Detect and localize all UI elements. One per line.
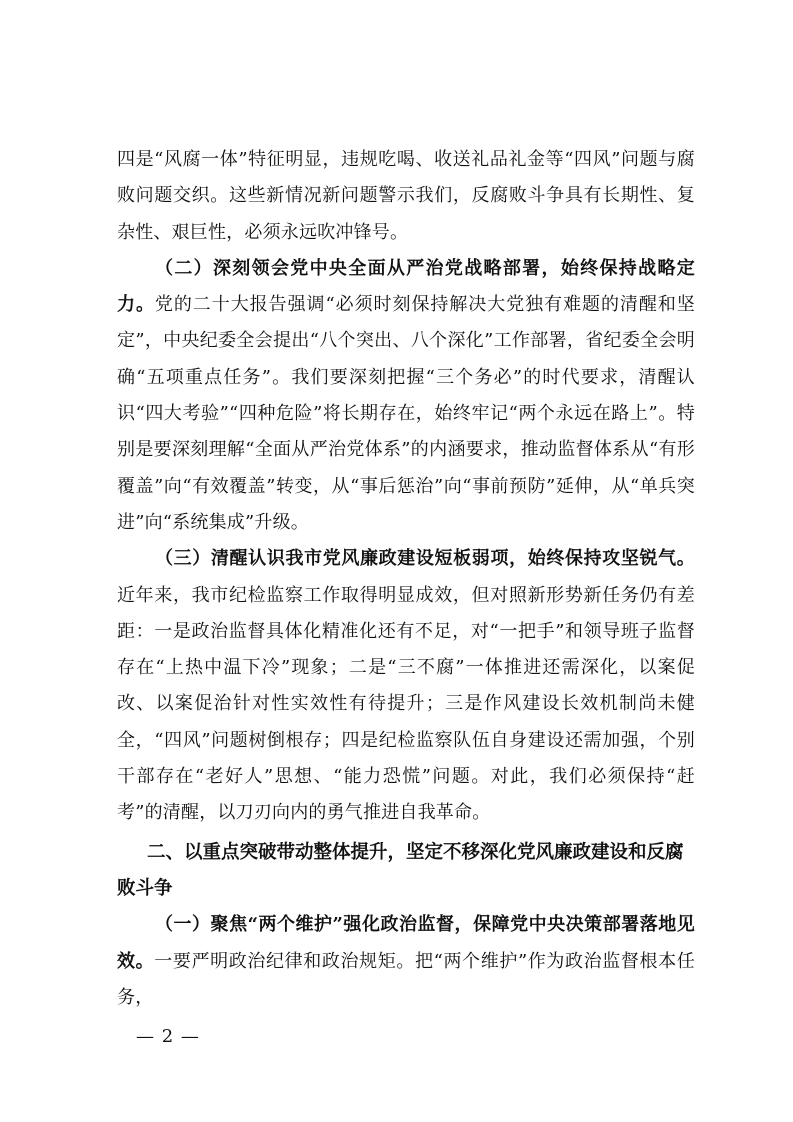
paragraph-continued — [117, 142, 695, 251]
paragraph-3 — [117, 541, 695, 831]
paragraph-4 — [117, 907, 695, 1016]
subheading-4: （一）聚焦“两个维护”强化政治监督，保障党中央决策部署落地见效。 — [117, 914, 695, 972]
page-body — [117, 142, 695, 1016]
paragraph-2 — [117, 251, 695, 541]
subheading-2: （二）深刻领会党中央全面从严治党战略部署，始终保持战略定力。 — [117, 257, 695, 316]
page-number: — 2 — — [136, 1026, 200, 1047]
section-heading: 二、以重点突破带动整体提升，坚定不移深化党风廉政建设和反腐败斗争 — [117, 841, 684, 899]
paragraph-text: 一要严明政治纪律和政治规矩。把“两个维护”作为政治监督根本任务， — [117, 950, 696, 1008]
subheading-3: （三）清醒认识我市党风廉政建设短板弱项，始终保持攻坚锐气。 — [155, 548, 695, 570]
paragraph-text: 党的二十大报告强调“必须时刻保持解决大党独有难题的清醒和坚定”，中央纪委全会提出“八个突出、八个深化”工作部署，省纪委全会明确“五项重点任务”。我们要深刻把握“三个务必”的时代要求，清醒认识“四大考验”“四种危险”将长期存在，始终牢记“两个永远在路上”。特别是要深刻理解“全面从严治党体系”的内涵要求，推动监督体系从“有形覆盖”向“有效覆盖”转变，从“事后惩治”向“事前预防”延伸，从“单兵突进”向“系统集成”升级。 — [117, 294, 695, 533]
paragraph-text: 四是“风腐一体”特征明显，违规吃喝、收送礼品礼金等“四风”问题与腐败问题交织。这些新情况新问题警示我们，反腐败斗争具有长期性、复杂性、艰巨性，必须永远吹冲锋号。 — [117, 149, 695, 243]
paragraph-text: 近年来，我市纪检监察工作取得明显成效，但对照新形势新任务仍有差距：一是政治监督具体化精准化还有不足，对“一把手”和领导班子监督存在“上热中温下冷”现象；二是“三不腐”一体推进还需深化，以案促改、以案促治针对性实效性有待提升；三是作风建设长效机制尚未健全，“四风”问题树倒根存；四是纪检监察队伍自身建设还需加强，个别干部存在“老好人”思想、“能力恐慌”问题。对此，我们必须保持“赶考”的清醒，以刀刃向内的勇气推进自我革命。 — [117, 584, 695, 824]
